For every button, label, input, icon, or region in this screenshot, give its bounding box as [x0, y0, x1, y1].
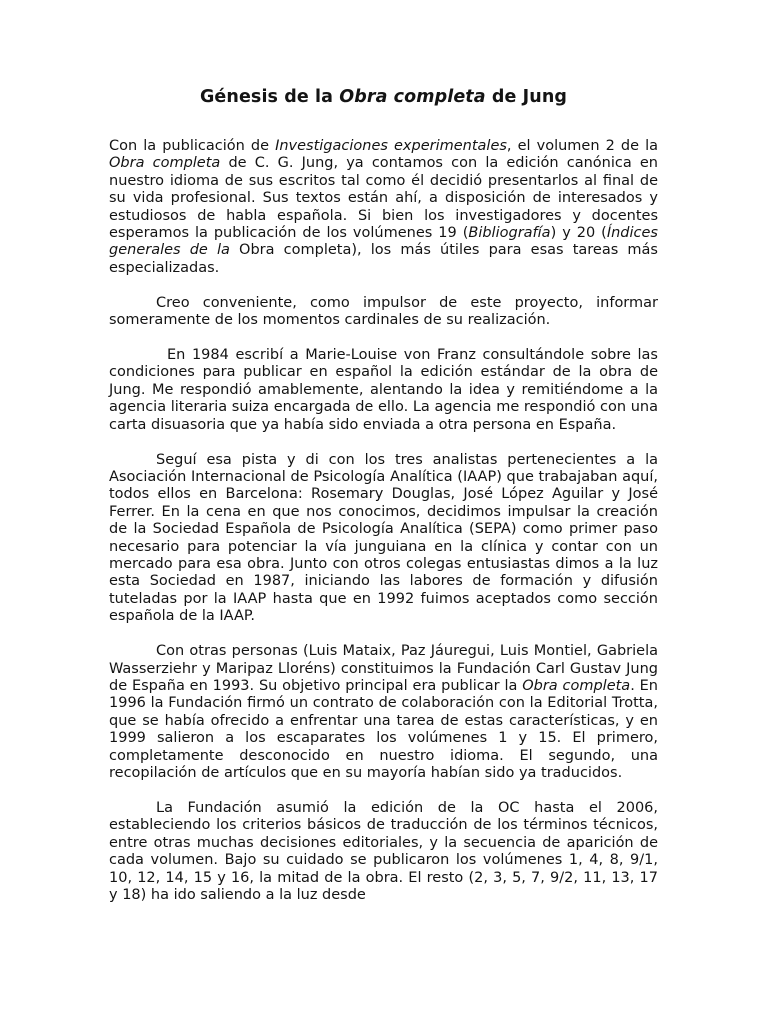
italic-text: Obra completa	[522, 677, 631, 694]
text-segment: Con otras personas (Luis Mataix, Paz Jáuregui, Luis Montiel, Gabriela Wasserziehr y Maripaz Lloréns) constituimos la Fundación Carl Gustav Jung de España en 1993. Su objetivo principal era publicar la	[109, 643, 658, 694]
text-segment: ) y 20 (	[550, 225, 607, 242]
title-post: de Jung	[485, 87, 568, 107]
italic-text: Investigaciones experimentales	[275, 138, 507, 154]
paragraph-p5	[109, 643, 658, 782]
document-title	[109, 86, 658, 108]
italic-text: Índices generales de la	[109, 225, 658, 259]
paragraph-p2	[109, 295, 658, 330]
text-segment: En 1984 escribí a Marie-Louise von Franz consultándole sobre las condiciones para publicar en español la edición estándar de la obra de Jung. Me respondió amablemente, alentando la idea y remitiéndome a la agencia literaria suiza encargada de ello. La agencia me respondió con una carta disuasoria que ya había sido enviada a otra persona en España.	[109, 347, 658, 433]
text-segment: Obra completa), los más útiles para esas tareas más especializadas.	[109, 242, 658, 276]
text-segment: La Fundación asumió la edición de la OC hasta el 2006, estableciendo los criterios básicos de traducción de los términos técnicos, entre otras muchas decisiones editoriales, y la secuencia de aparición de cada volumen. Bajo su cuidado se publicaron los volúmenes 1, 4, 8, 9/1, 10, 12, 14, 15 y 16, la mitad de la obra. El resto (2, 3, 5, 7, 9/2, 11, 13, 17 y 18) ha ido saliendo a la luz desde	[109, 799, 658, 903]
text-segment: Seguí esa pista y di con los tres analistas pertenecientes a la Asociación Internacional de Psicología Analítica (IAAP) que trabajaban aquí, todos ellos en Barcelona: Rosemary Douglas, José López Aguilar y José Ferrer. En la cena en que nos conocimos, decidimos impulsar la creación de la Sociedad Española de Psicología Analítica (SEPA) como primer paso necesario para potenciar la vía junguiana en la clínica y contar con un mercado para esa obra. Junto con otros colegas entusiastas dimos a la luz esta Sociedad en 1987, iniciando las labores de formación y difusión tuteladas por la IAAP hasta que en 1992 fuimos aceptados como sección española de la IAAP.	[109, 451, 658, 625]
paragraph-p6	[109, 800, 658, 904]
text-segment: Con la publicación de	[109, 138, 276, 154]
italic-text: Bibliografía	[468, 225, 551, 242]
text-segment: Creo conveniente, como impulsor de este proyecto, informar someramente de los momentos cardinales de su realización.	[109, 294, 658, 329]
document-body	[109, 138, 658, 904]
text-segment: de C. G. Jung, ya contamos con la edición canónica en nuestro idioma de sus escritos tal como él decidió presentarlos al final de su vida profesional. Sus textos están ahí, a disposición de interesados y estudiosos de habla española. Si bien los investigadores y docentes esperamos la publicación de los volúmenes 19 (	[109, 155, 658, 242]
title-italic: Obra completa	[339, 87, 486, 107]
title-pre: Génesis de la	[199, 87, 340, 107]
document-page	[109, 86, 658, 922]
italic-text: Obra completa	[109, 155, 221, 172]
text-segment: , el volumen 2 de la	[506, 138, 658, 154]
paragraph-p3	[109, 347, 658, 434]
paragraph-p1	[109, 138, 658, 277]
paragraph-p4	[109, 452, 658, 626]
text-segment: . En 1996 la Fundación firmó un contrato de colaboración con la Editorial Trotta, que se había ofrecido a enfrentar una tarea de estas características, y en 1999 salieron a los escaparates los volúmenes 1 y 15. El primero, completamente desconocido en nuestro idioma. El segundo, una recopilación de artículos que en su mayoría habían sido ya traducidos.	[109, 677, 658, 781]
